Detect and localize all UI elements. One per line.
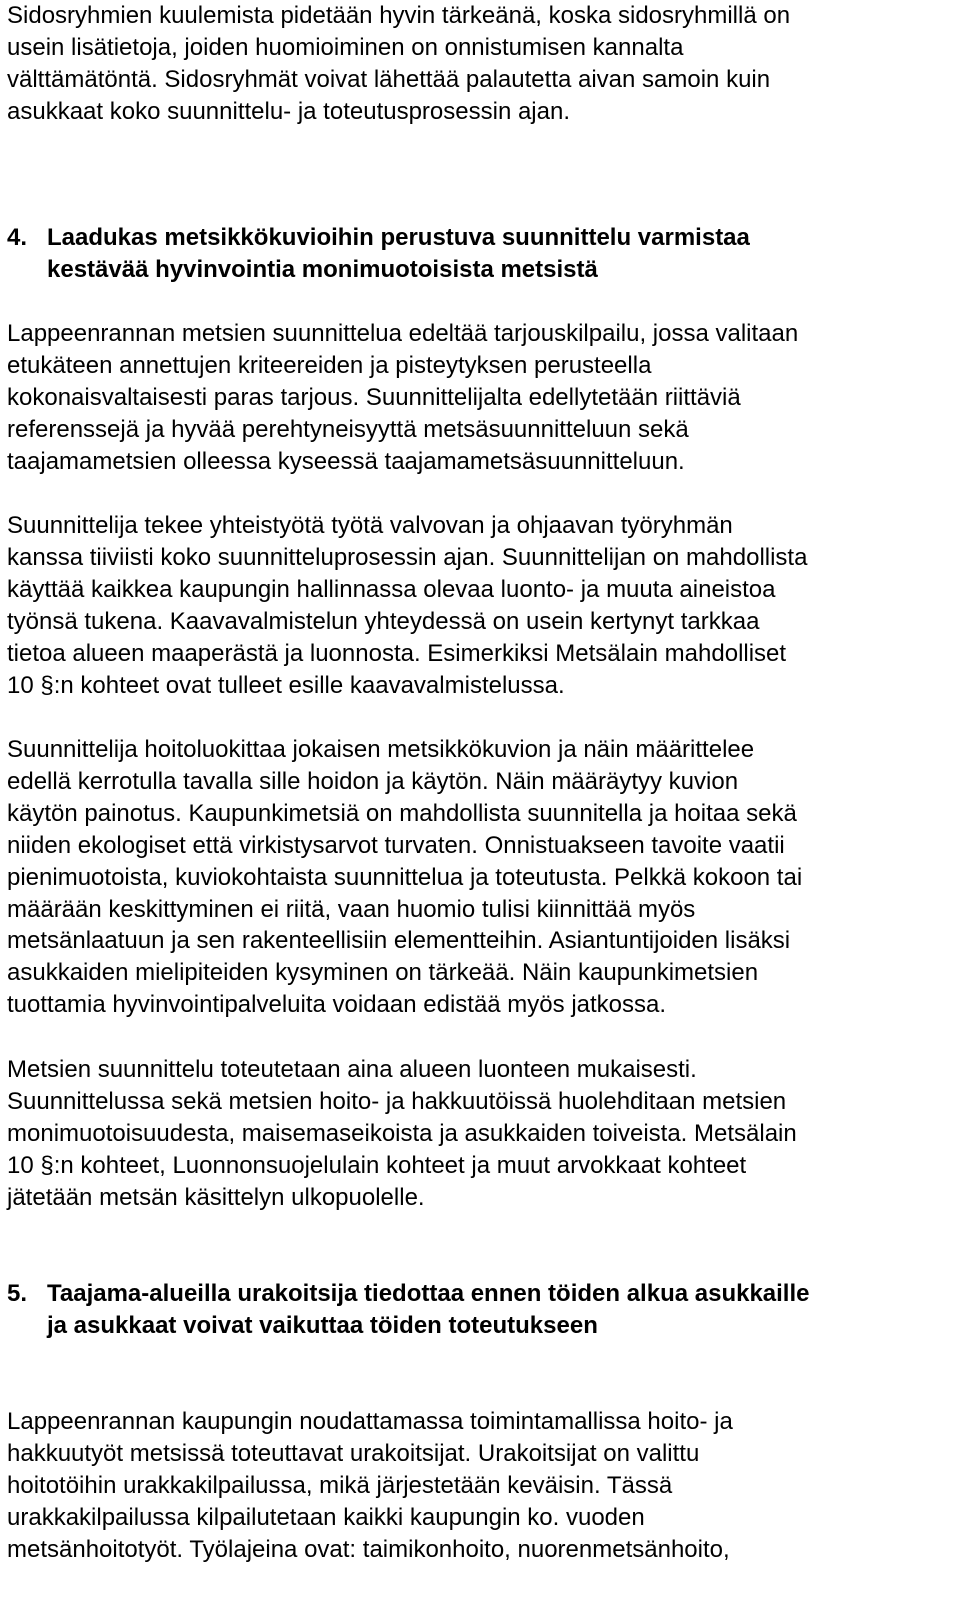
text-line: Lappeenrannan kaupungin noudattamassa toimintamallissa hoito- ja: [7, 1408, 733, 1435]
intro-paragraph: [7, 0, 790, 128]
title-line: Taajama-alueilla urakoitsija tiedottaa ennen töiden alkua asukkaille: [47, 1280, 810, 1307]
section-title: [47, 222, 750, 286]
text-line: metsänlaatuun ja sen rakenteellisiin elementteihin. Asiantuntijoiden lisäksi: [7, 927, 791, 955]
text-line: työnsä tukena. Kaavavalmistelun yhteydessä on usein kertynyt tarkkaa: [7, 607, 760, 635]
text-line: Suunnittelija hoitoluokittaa jokaisen metsikkökuvion ja näin määrittelee: [7, 736, 755, 763]
body-paragraph: [7, 318, 798, 478]
text-line: Lappeenrannan metsien suunnittelua edeltää tarjouskilpailu, jossa valitaan: [7, 320, 799, 347]
text-line: kanssa tiiviisti koko suunnitteluprosessin ajan. Suunnittelijan on mahdollista: [7, 543, 808, 571]
text-line: välttämätöntä. Sidosryhmät voivat lähettää palautetta aivan samoin kuin: [7, 65, 771, 93]
text-line: 10 §:n kohteet, Luonnonsuojelulain kohteet ja muut arvokkaat kohteet: [7, 1151, 747, 1179]
section-4-heading: [7, 222, 750, 286]
body-paragraph: [7, 734, 802, 1021]
text-line: Sidosryhmien kuulemista pidetään hyvin tärkeänä, koska sidosryhmillä on: [7, 2, 791, 29]
text-line: Metsien suunnittelu toteutetaan aina alueen luonteen mukaisesti.: [7, 1056, 697, 1083]
text-line: jätetään metsän käsittelyn ulkopuolelle.: [7, 1183, 425, 1211]
text-line: hoitotöihin urakkakilpailussa, mikä järjestetään keväisin. Tässä: [7, 1471, 673, 1499]
section-5-heading: [7, 1278, 810, 1342]
text-line: tuottamia hyvinvointipalveluita voidaan edistää myös jatkossa.: [7, 991, 667, 1019]
text-line: hakkuutyöt metsissä toteuttavat urakoitsijat. Urakoitsijat on valittu: [7, 1439, 700, 1467]
text-line: Suunnittelussa sekä metsien hoito- ja hakkuutöissä huolehditaan metsien: [7, 1087, 787, 1115]
text-line: Suunnittelija tekee yhteistyötä työtä valvovan ja ohjaavan työryhmän: [7, 512, 733, 539]
text-line: taajamametsien olleessa kyseessä taajamametsäsuunnitteluun.: [7, 447, 685, 475]
text-line: pienimuotoista, kuviokohtaista suunnittelua ja toteutusta. Pelkkä kokoon tai: [7, 863, 803, 891]
text-line: tietoa alueen maaperästä ja luonnosta. Esimerkiksi Metsälain mahdolliset: [7, 639, 787, 667]
section-number: 5.: [7, 1280, 28, 1307]
text-line: käytön painotus. Kaupunkimetsiä on mahdollista suunnitella ja hoitaa sekä: [7, 799, 797, 827]
title-line: ja asukkaat voivat vaikuttaa töiden toteutukseen: [47, 1312, 598, 1339]
section-number: 4.: [7, 224, 28, 251]
section-title: [47, 1278, 810, 1342]
body-paragraph: [7, 1406, 733, 1566]
text-line: käyttää kaikkea kaupungin hallinnassa olevaa luonto- ja muuta aineistoa: [7, 575, 776, 603]
body-paragraph: [7, 1054, 797, 1214]
title-line: kestävää hyvinvointia monimuotoisista metsistä: [47, 256, 598, 283]
text-line: 10 §:n kohteet ovat tulleet esille kaavavalmistelussa.: [7, 671, 565, 699]
text-line: usein lisätietoja, joiden huomioiminen on onnistumisen kannalta: [7, 33, 684, 61]
text-line: asukkaat koko suunnittelu- ja toteutusprosessin ajan.: [7, 97, 571, 125]
text-line: niiden ekologiset että virkistysarvot turvaten. Onnistuakseen tavoite vaatii: [7, 831, 785, 859]
text-line: kokonaisvaltaisesti paras tarjous. Suunnittelijalta edellytetään riittäviä: [7, 383, 741, 411]
text-line: referenssejä ja hyvää perehtyneisyyttä metsäsuunnitteluun sekä: [7, 415, 689, 443]
text-line: määrään keskittyminen ei riitä, vaan huomio tulisi kiinnittää myös: [7, 895, 696, 923]
text-line: edellä kerrotulla tavalla sille hoidon ja käytön. Näin määräytyy kuvion: [7, 767, 739, 795]
title-line: Laadukas metsikkökuvioihin perustuva suunnittelu varmistaa: [47, 224, 750, 251]
text-line: etukäteen annettujen kriteereiden ja pisteytyksen perusteella: [7, 351, 652, 379]
text-line: asukkaiden mielipiteiden kysyminen on tärkeää. Näin kaupunkimetsien: [7, 959, 759, 987]
text-line: metsänhoitotyöt. Työlajeina ovat: taimikonhoito, nuorenmetsänhoito,: [7, 1535, 730, 1563]
text-line: monimuotoisuudesta, maisemaseikoista ja asukkaiden toiveista. Metsälain: [7, 1119, 797, 1147]
text-line: urakkakilpailussa kilpailutetaan kaikki kaupungin ko. vuoden: [7, 1503, 645, 1531]
body-paragraph: [7, 510, 807, 701]
